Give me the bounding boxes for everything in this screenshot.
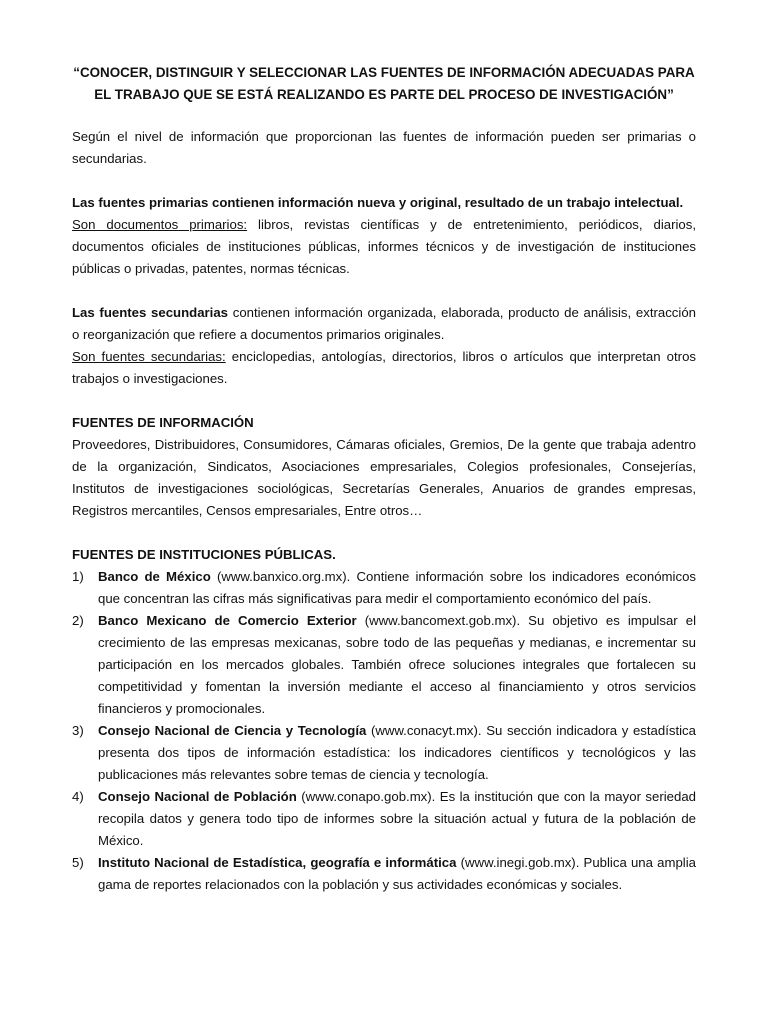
secondary-documents-list: enciclopedias, antologías, directorios, libros o artículos que interpretan otros trabajos o investigaciones. xyxy=(72,349,696,386)
secondary-sources-definition: contienen información organizada, elaborada, producto de análisis, extracción o reorganización que refiere a documentos primarios originales. xyxy=(72,305,697,342)
institution-description: (www.bancomext.gob.mx). Su objetivo es impulsar el crecimiento de las empresas mexicanas, sobre todo de las pequeñas y medianas, e incrementar su participación en los mercados globales. También ofrece soluciones integrales que fortalecen su competitividad y fomentan la inversión mediante el acceso al financiamiento y otros servicios financieros y promocionales. xyxy=(98,613,696,716)
information-sources-paragraph: Proveedores, Distribuidores, Consumidores, Cámaras oficiales, Gremios, De la gente que trabaja adentro de la organización, Sindicatos, Asociaciones empresariales, Colegios profesionales, Consejerías, Institutos de investigaciones sociológicas, Secretarías Generales, Anuarios de grandes empresas, Registros mercantiles, Censos empresariales, Entre otros… xyxy=(72,437,696,518)
list-item-number: 5) xyxy=(72,855,84,870)
institution-name: Banco de México xyxy=(98,569,211,584)
institution-name: Consejo Nacional de Ciencia y Tecnología xyxy=(98,723,367,738)
primary-documents-list: libros, revistas científicas y de entretenimiento, periódicos, diarios, documentos oficiales de instituciones públicas, informes técnicos y de investigación de instituciones públicas o privadas, patentes, normas técnicas. xyxy=(72,217,696,276)
institution-description: (www.banxico.org.mx). Contiene información sobre los indicadores económicos que concentran las cifras más significativas para medir el comportamiento económico del país. xyxy=(98,569,696,606)
institution-description: (www.conacyt.mx). Su sección indicadora y estadística presenta dos tipos de información estadística: los indicadores científicos y tecnológicos y las publicaciones más relevantes sobre temas de ciencia y tecnología. xyxy=(98,723,696,782)
document-title: “CONOCER, DISTINGUIR Y SELECCIONAR LAS FUENTES DE INFORMACIÓN ADECUADAS PARA EL TRABAJO QUE SE ESTÁ REALIZANDO ES PARTE DEL PROCESO DE INVESTIGACIÓN” xyxy=(73,65,695,102)
secondary-documents-label: Son fuentes secundarias: xyxy=(72,349,226,364)
public-institutions-list xyxy=(72,566,696,896)
document-page xyxy=(72,62,696,896)
list-item xyxy=(72,566,696,610)
institution-name: Banco Mexicano de Comercio Exterior xyxy=(98,613,357,628)
information-sources-heading: FUENTES DE INFORMACIÓN xyxy=(72,415,254,430)
primary-sources-definition: Las fuentes primarias contienen información nueva y original, resultado de un trabajo intelectual. xyxy=(72,195,684,210)
institution-name: Instituto Nacional de Estadística, geografía e informática xyxy=(98,855,457,870)
list-item-number: 3) xyxy=(72,723,84,738)
list-item xyxy=(72,786,696,852)
intro-paragraph: Según el nivel de información que proporcionan las fuentes de información pueden ser primarias o secundarias. xyxy=(72,129,696,166)
institution-description: (www.conapo.gob.mx). Es la institución que con la mayor seriedad recopila datos y genera todo tipo de informes sobre la situación actual y futura de la población de México. xyxy=(98,789,696,848)
list-item xyxy=(72,720,696,786)
institution-name: Consejo Nacional de Población xyxy=(98,789,297,804)
list-item-number: 2) xyxy=(72,613,84,628)
primary-documents-label: Son documentos primarios: xyxy=(72,217,248,232)
spacer xyxy=(72,280,696,302)
spacer xyxy=(72,390,696,412)
list-item-number: 4) xyxy=(72,789,84,804)
primary-sources-paragraph xyxy=(72,192,696,280)
list-item xyxy=(72,852,696,896)
secondary-sources-paragraph xyxy=(72,302,696,390)
public-institutions-heading: FUENTES DE INSTITUCIONES PÚBLICAS. xyxy=(72,547,336,562)
spacer xyxy=(72,522,696,544)
institution-description: (www.inegi.gob.mx). Publica una amplia gama de reportes relacionados con la población y sus actividades económicas y sociales. xyxy=(98,855,696,892)
spacer xyxy=(72,170,696,192)
secondary-sources-label: Las fuentes secundarias xyxy=(72,305,229,320)
list-item-number: 1) xyxy=(72,569,84,584)
list-item xyxy=(72,610,696,720)
